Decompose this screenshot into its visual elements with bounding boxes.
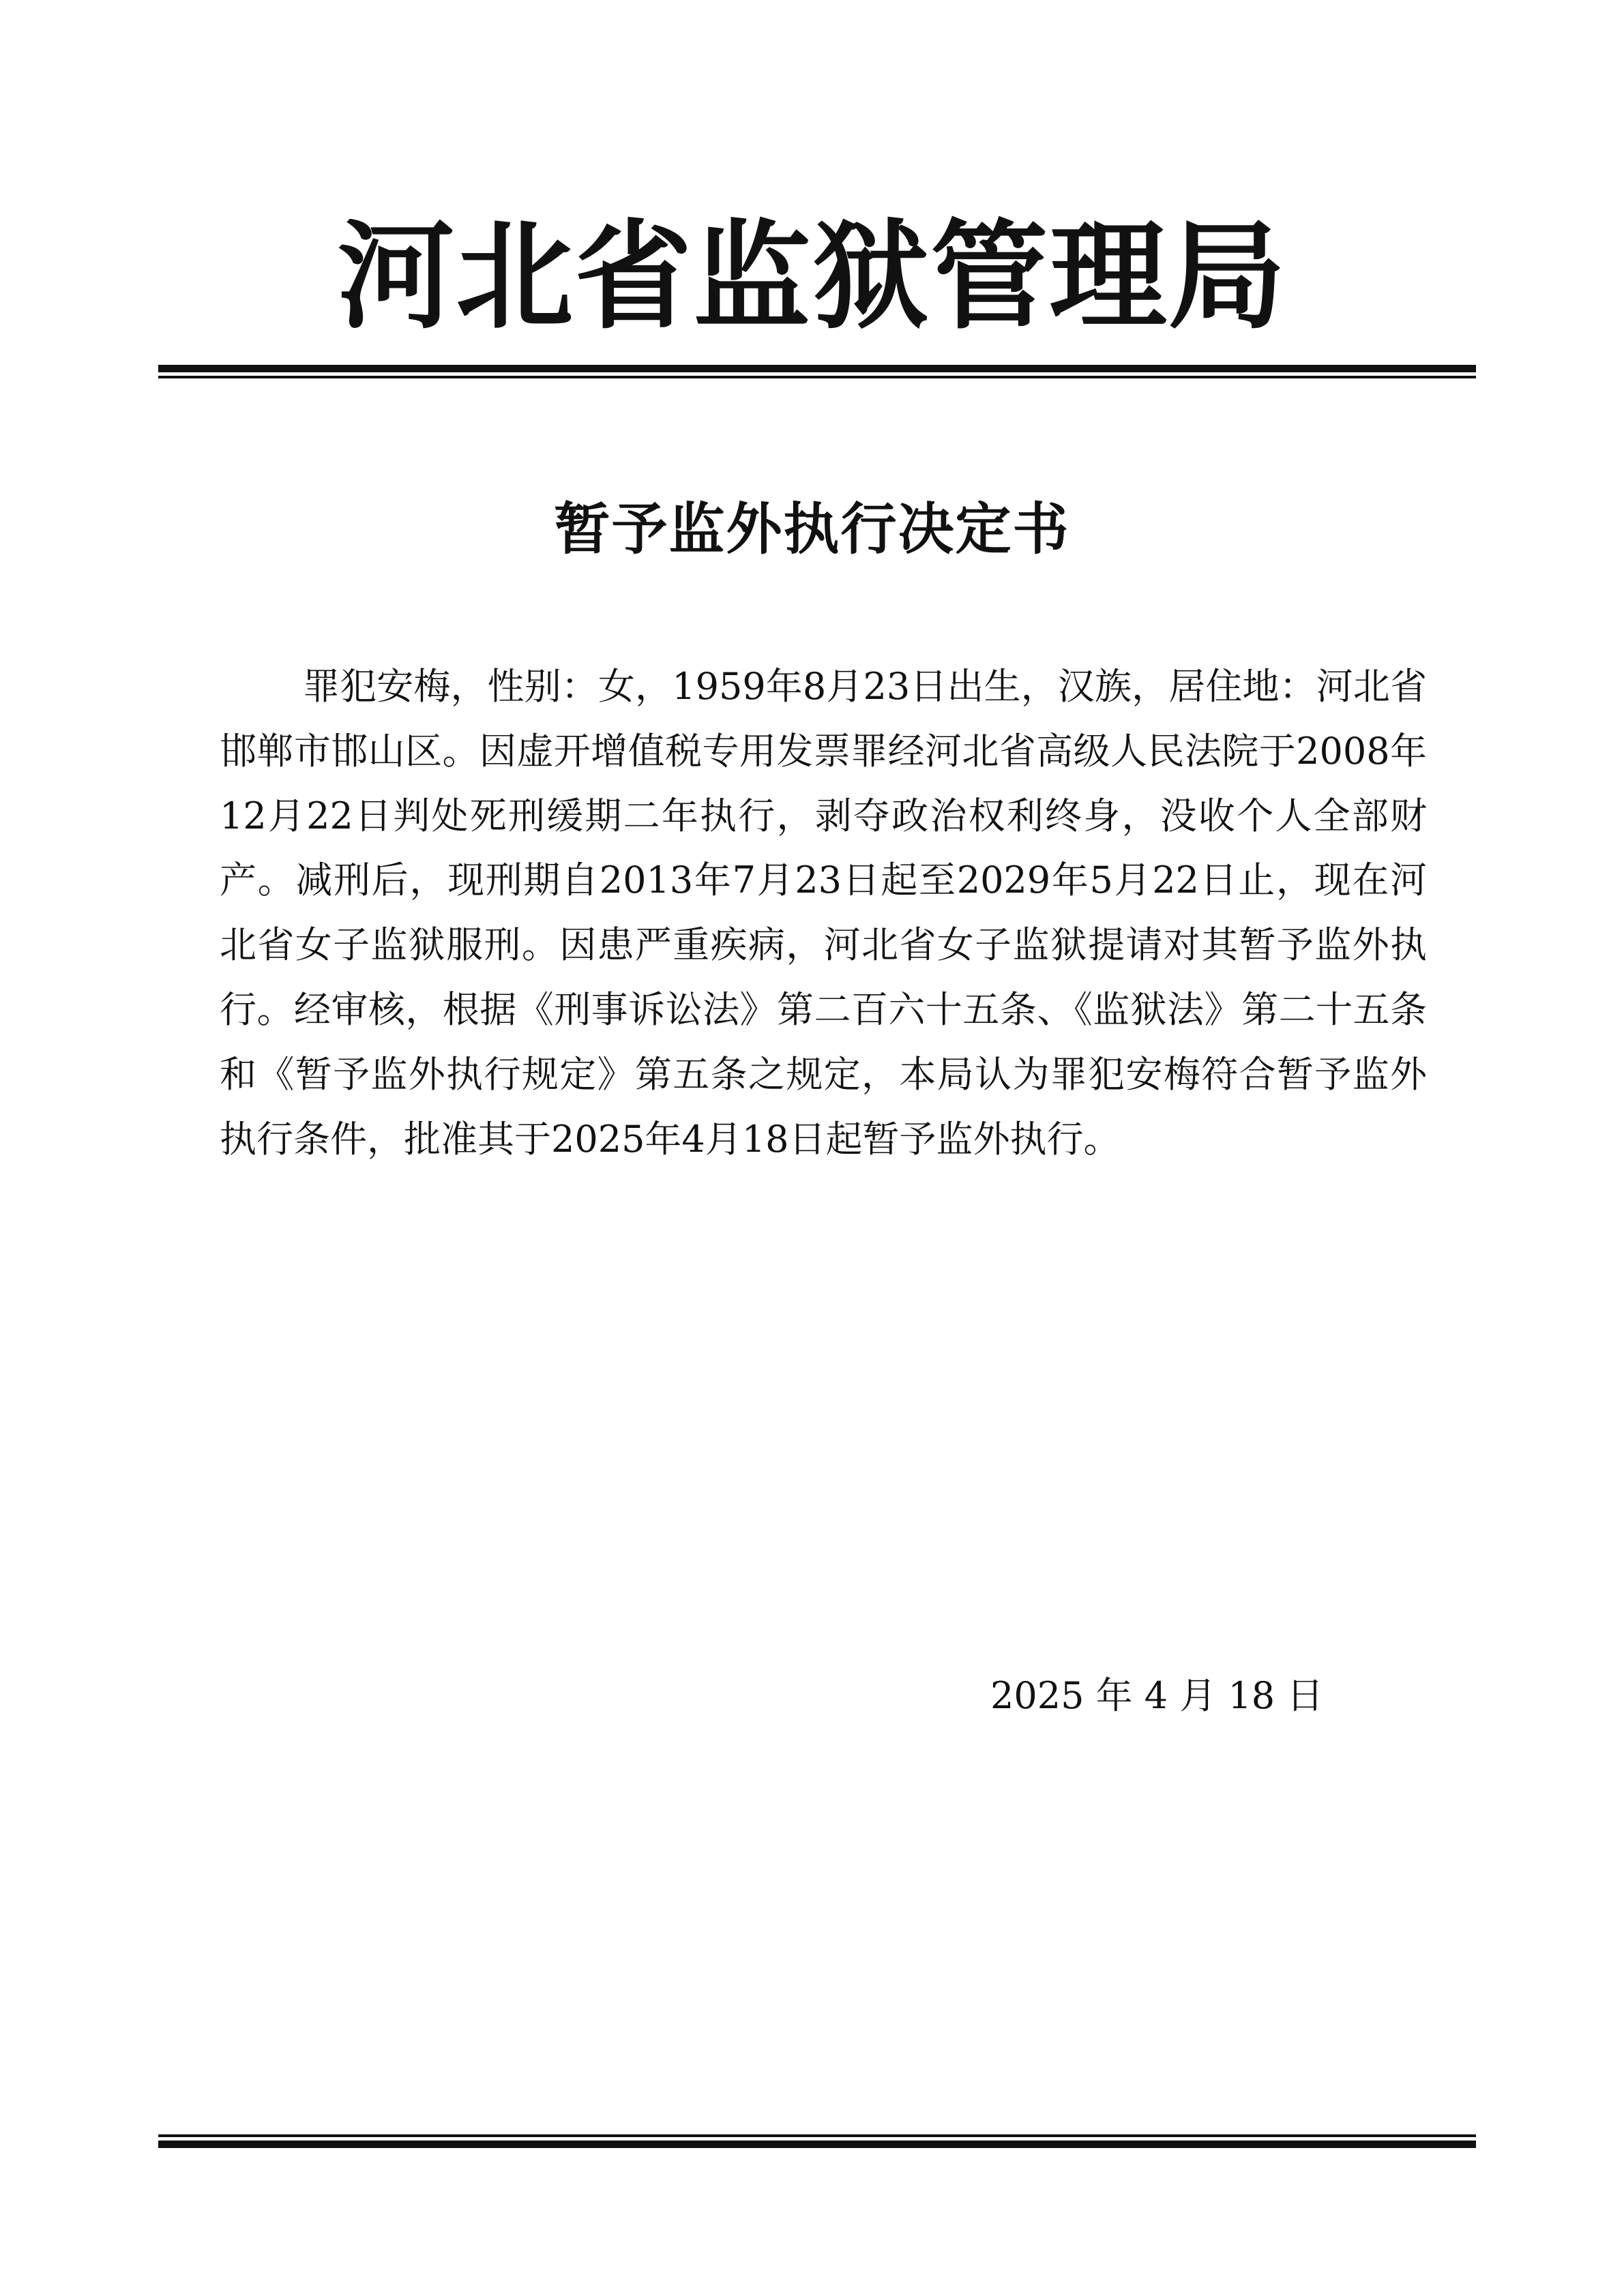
header-rule-thick	[158, 365, 1476, 372]
document-title: 暂予监外执行决定书	[554, 497, 1070, 562]
document-date: 2025 年 4 月 18 日	[990, 1674, 1324, 1717]
agency-header-title: 河北省监狱管理局	[337, 207, 1287, 345]
footer-rule-thick	[158, 2141, 1476, 2148]
header-rule-thin	[158, 376, 1476, 378]
document-body: 罪犯安梅，性别：女，1959年8月23日出生，汉族，居住地：河北省邯郸市邯山区。因虚开增值税专用发票罪经河北省高级人民法院于2008年12月22日判处死刑缓期二年执行，剥夺政治权利终身，没收个人全部财产。减刑后，现刑期自2013年7月23日起至2029年5月22日止，现在河北省女子监狱服刑。因患严重疾病，河北省女子监狱提请对其暂予监外执行。经审核，根据《刑事诉讼法》第二百六十五条、《监狱法》第二十五条和《暂予监外执行规定》第五条之规定，本局认为罪犯安梅符合暂予监外执行条件，批准其于2025年4月18日起暂予监外执行。	[220, 665, 1427, 1161]
footer-rule-thin	[158, 2134, 1476, 2137]
